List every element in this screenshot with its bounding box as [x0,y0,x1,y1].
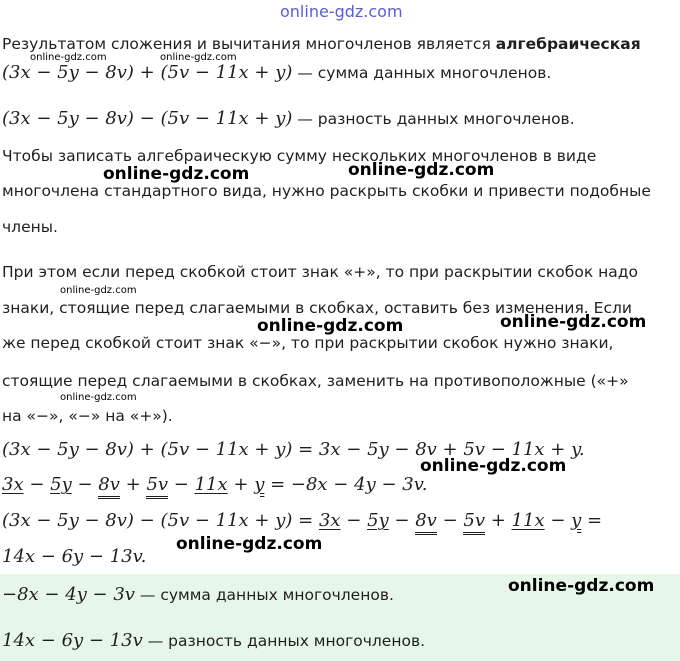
watermark-big: online-gdz.com [500,312,647,332]
term-5y: 5y [367,510,389,531]
difference-prefix: (3x − 5y − 8v) − (5v − 11x + y) = [2,510,319,531]
operator: − [23,474,51,495]
answer-difference-expression: 14x − 6y − 13v [2,630,143,651]
difference-expression: (3x − 5y − 8v) − (5v − 11x + y) [2,108,293,129]
difference-caption: — разность данных многочленов. [292,110,575,128]
answer-sum [2,584,394,606]
para2-line-4: стоящие перед слагаемыми в скобках, заменить на противоположные («+» [2,372,629,390]
intro-bold-term: алгебраическая [495,35,641,53]
watermark-big: online-gdz.com [176,534,323,554]
para1-line-2: многочлена стандартного вида, нужно раскрыть скобки и привести подобные [2,182,651,200]
operator: − [340,510,368,531]
watermark-small: online-gdz.com [160,52,237,63]
operator: − [544,510,572,531]
term-3x: 3x [2,474,24,495]
para2-line-3: же перед скобкой стоит знак «−», то при раскрытии скобок нужно знаки, [2,334,614,352]
term-8v: 8v [98,474,120,499]
term-3x: 3x [318,510,341,531]
calc-sum-expansion: (3x − 5y − 8v) + (5v − 11x + y) = 3x − 5y − 8v + 5v − 11x + y. [2,439,585,460]
term-11x: 11x [511,510,545,531]
operator: + [485,510,512,531]
watermark-big: online-gdz.com [508,576,655,596]
sum-definition [2,62,551,84]
para1-line-3: члены. [2,218,58,236]
calc-sum-combine [2,474,427,496]
difference-definition [2,108,575,130]
term-y: y [571,510,582,531]
calc-difference-result: 14x − 6y − 13v. [2,546,147,567]
para1-line-1: Чтобы записать алгебраическую сумму нескольких многочленов в виде [2,147,597,165]
term-5v: 5v [146,474,168,499]
para2-line-1: При этом если перед скобкой стоит знак «+», то при раскрытии скобок надо [2,263,638,281]
watermark-big: online-gdz.com [420,456,567,476]
answer-sum-expression: −8x − 4y − 3v [2,584,135,605]
operator: + [119,474,147,495]
equals-sign: = [581,510,603,531]
calc-difference-expansion [2,510,602,532]
term-y: y [254,474,265,495]
watermark-top: online-gdz.com [280,2,403,21]
watermark-small: online-gdz.com [30,52,107,63]
watermark-big: online-gdz.com [103,164,250,184]
term-11x: 11x [194,474,228,495]
sum-result: = −8x − 4y − 3v. [264,474,428,495]
intro-text: Результатом сложения и вычитания многочленов является [2,35,496,53]
sum-expression: (3x − 5y − 8v) + (5v − 11x + y) [2,62,293,83]
para2-line-2: знаки, стоящие перед слагаемыми в скобках, оставить без изменения. Если [2,299,632,317]
watermark-small: online-gdz.com [60,285,137,296]
intro-line [2,34,641,54]
term-8v: 8v [415,510,437,535]
sum-caption: — сумма данных многочленов. [292,64,552,82]
answer-difference [2,630,425,652]
operator: − [71,474,99,495]
watermark-big: online-gdz.com [348,160,495,180]
term-5y: 5y [50,474,72,495]
operator: − [168,474,195,495]
para2-line-5: на «−», «−» на «+»). [2,407,173,425]
watermark-small: online-gdz.com [60,392,137,403]
watermark-big: online-gdz.com [257,316,404,336]
operator: − [436,510,464,531]
operator: + [227,474,255,495]
term-5v: 5v [463,510,485,535]
answer-sum-caption: — сумма данных многочленов. [134,586,394,604]
operator: − [388,510,416,531]
answer-difference-caption: — разность данных многочленов. [142,632,426,650]
